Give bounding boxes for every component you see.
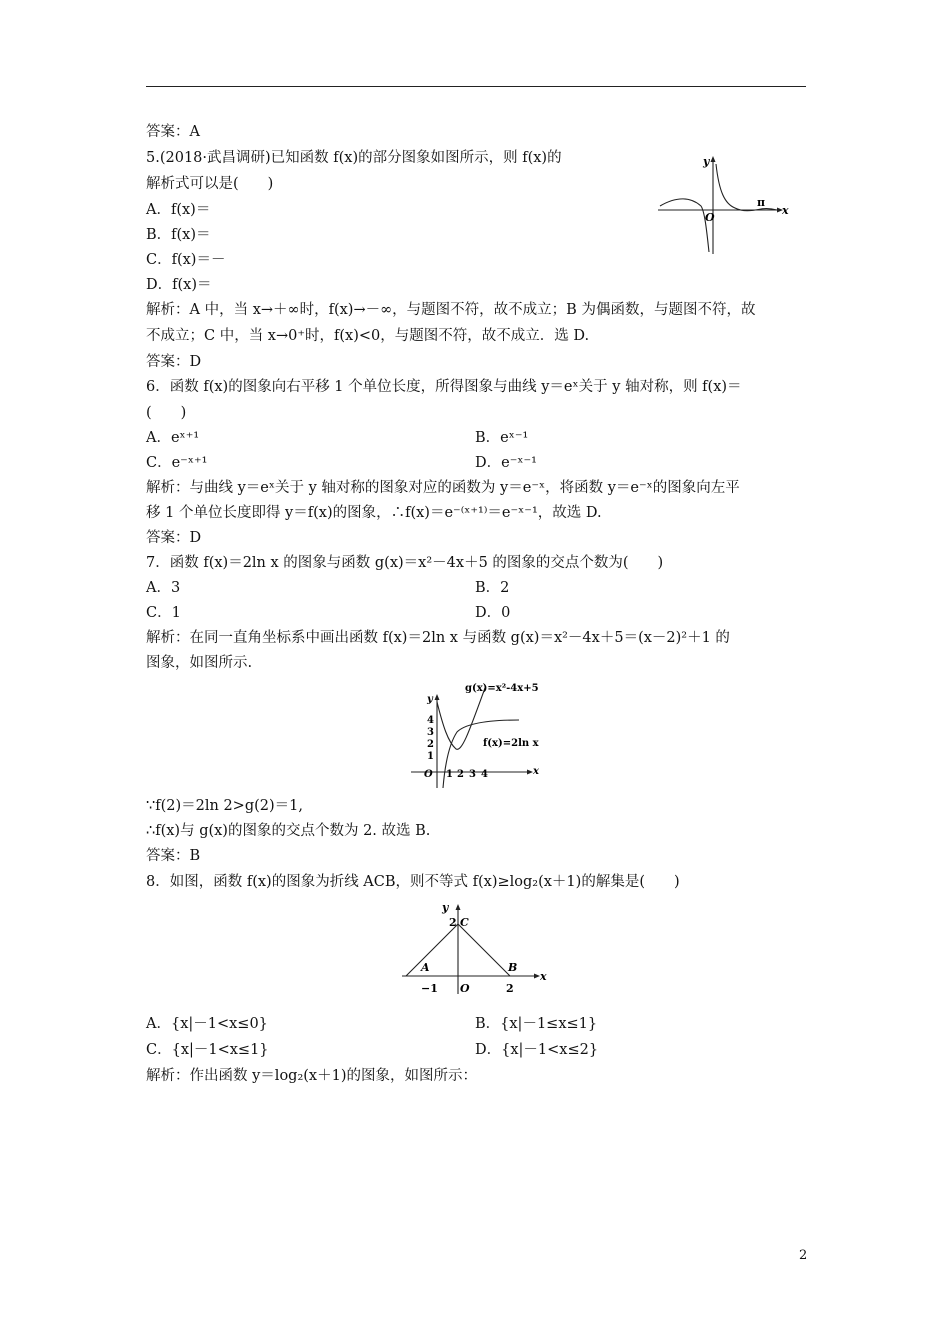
x-axis-label: x (782, 204, 789, 217)
option-c: C．f(x)＝－ (146, 252, 226, 268)
option-c: C．{x|－1<x≤1} (146, 1042, 269, 1058)
option-d: D．{x|－1<x≤2} (475, 1042, 599, 1058)
answer-line: 答案：D (146, 530, 202, 546)
solution-6: 解析：与曲线 y＝eˣ关于 y 轴对称的图象对应的函数为 y＝e⁻ˣ，将函数 y＝e⁻ˣ的图象向左平 (146, 480, 740, 496)
question-8-stem: 8．如图，函数 f(x)的图象为折线 ACB，则不等式 f(x)≥log₂(x＋1)的解集是( ) (146, 874, 680, 890)
question-5-graph (655, 150, 790, 260)
point-a-label: A (421, 961, 430, 974)
option-a: A．eˣ⁺¹ (146, 430, 200, 446)
question-6-stem: 6．函数 f(x)的图象向右平移 1 个单位长度，所得图象与曲线 y＝eˣ关于 y 轴对称，则 f(x)＝ (146, 379, 742, 395)
answer-line: 答案：D (146, 354, 202, 370)
option-b: B．eˣ⁻¹ (475, 430, 529, 446)
option-d: D．e⁻ˣ⁻¹ (475, 455, 537, 471)
option-c: C．e⁻ˣ⁺¹ (146, 455, 208, 471)
point-b-label: B (508, 961, 518, 974)
y-axis-label: y (442, 901, 449, 914)
option-a: A．3 (146, 580, 181, 596)
option-b: B．f(x)＝ (146, 227, 211, 243)
question-6-stem-cont: ( ) (146, 405, 187, 421)
question-5-stem: 5.(2018·武昌调研)已知函数 f(x)的部分图象如图所示，则 f(x)的 (146, 150, 562, 166)
b-value-label: 2 (506, 982, 514, 995)
solution-7-conclusion: ∴f(x)与 g(x)的图象的交点个数为 2. 故选 B. (146, 823, 431, 839)
question-5-stem-cont: 解析式可以是( ) (146, 176, 274, 192)
option-a: A．f(x)＝ (146, 202, 211, 218)
f-curve-label: f(x)=2ln x (483, 738, 539, 749)
option-a: A．{x|－1<x≤0} (146, 1016, 268, 1032)
solution-5-cont: 不成立；C 中，当 x→0⁺时，f(x)<0，与题图不符，故不成立．选 D. (146, 328, 590, 344)
question-7-graph (405, 676, 560, 792)
option-c: C．1 (146, 605, 181, 621)
a-value-label: −1 (421, 982, 438, 995)
origin-label: O (705, 211, 715, 224)
solution-7-cont: 图象，如图所示. (146, 655, 253, 671)
origin-label: O (424, 769, 433, 780)
answer-line: 答案：A (146, 124, 200, 140)
x-tick-label: 3 (469, 769, 476, 780)
y-tick-label: 2 (427, 739, 434, 750)
option-b: B．{x|－1≤x≤1} (475, 1016, 598, 1032)
answer-line: 答案：B (146, 848, 201, 864)
y-tick-label: 3 (427, 727, 434, 738)
x-tick-label: 2 (457, 769, 464, 780)
header-rule (146, 86, 806, 87)
question-7-stem: 7．函数 f(x)＝2ln x 的图象与函数 g(x)＝x²－4x＋5 的图象的交点个数为( ) (146, 555, 664, 571)
option-d: D．0 (475, 605, 511, 621)
solution-7-step: ∵f(2)＝2ln 2>g(2)＝1, (146, 798, 303, 814)
x-axis-label: x (540, 970, 547, 983)
x-tick-label: 4 (481, 769, 488, 780)
point-c-label: C (460, 916, 469, 929)
x-tick-label: 1 (446, 769, 453, 780)
pi-tick-label: π (757, 196, 766, 209)
solution-7: 解析：在同一直角坐标系中画出函数 f(x)＝2ln x 与函数 g(x)＝x²－4x＋5＝(x－2)²＋1 的 (146, 630, 730, 646)
option-b: B．2 (475, 580, 510, 596)
question-8-graph (398, 896, 558, 996)
page-number: 2 (799, 1248, 808, 1263)
y-axis-label: y (427, 694, 433, 705)
origin-label: O (460, 982, 470, 995)
g-curve-label: g(x)=x²-4x+5 (465, 683, 539, 694)
c-value-label: 2 (449, 916, 457, 929)
solution-6-cont: 移 1 个单位长度即得 y＝f(x)的图象，∴f(x)＝e⁻⁽ˣ⁺¹⁾＝e⁻ˣ⁻¹，故选 D. (146, 505, 602, 521)
option-d: D．f(x)＝ (146, 277, 212, 293)
y-tick-label: 4 (427, 715, 434, 726)
solution-5: 解析：A 中，当 x→＋∞时，f(x)→－∞，与题图不符，故不成立；B 为偶函数，与题图不符，故 (146, 302, 756, 318)
y-tick-label: 1 (427, 751, 434, 762)
solution-8: 解析：作出函数 y＝log₂(x＋1)的图象，如图所示： (146, 1068, 477, 1084)
y-axis-label: y (703, 155, 710, 168)
x-axis-label: x (533, 766, 539, 777)
